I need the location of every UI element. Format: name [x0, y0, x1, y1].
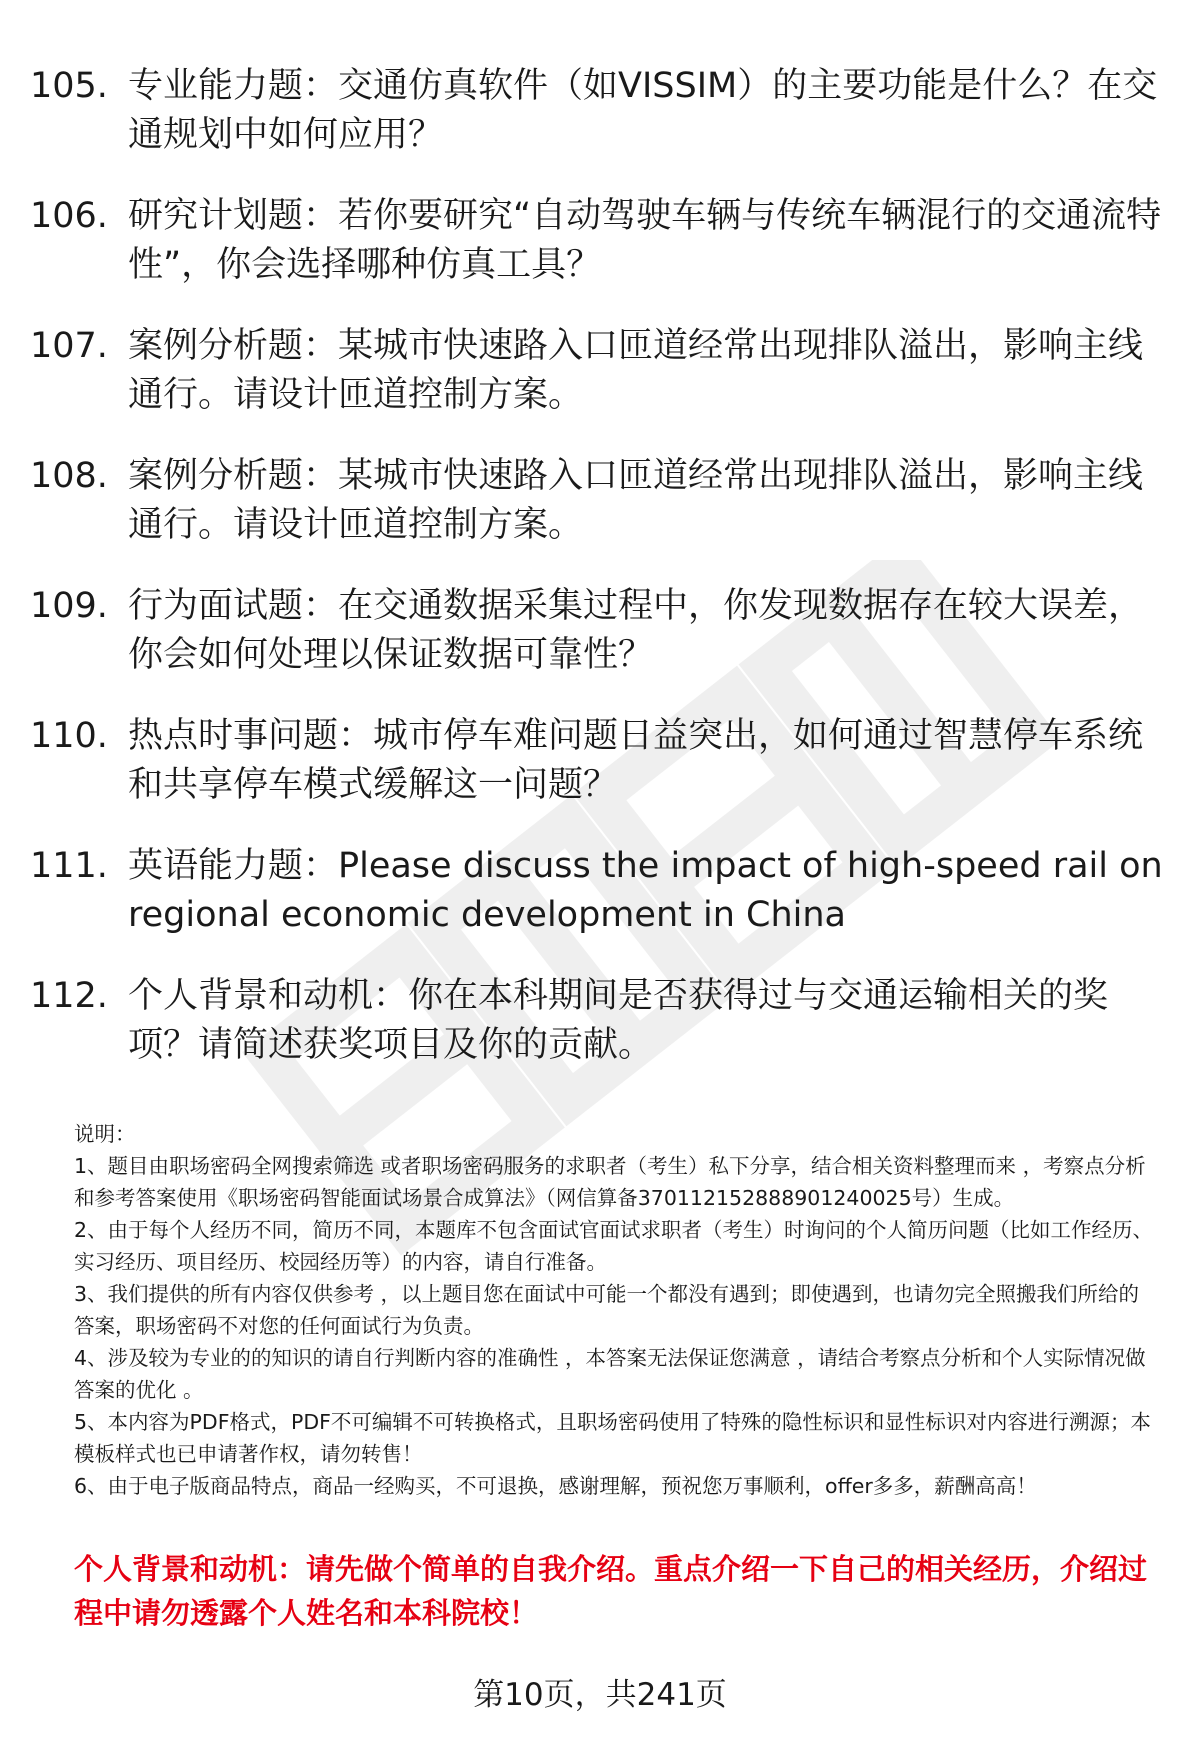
question-item [30, 322, 1170, 420]
question-item [30, 452, 1170, 550]
note-item: 1、题目由职场密码全网搜索筛选 或者职场密码服务的求职者（考生）私下分享，结合相关资料整理而来 ，考察点分析和参考答案使用《职场密码智能面试场景合成算法》（网信算备370112152888901240025号）生成。 [74, 1154, 1146, 1210]
question-number: 107. [30, 326, 108, 366]
question-text: 热点时事问题：城市停车难问题日益突出，如何通过智慧停车系统和共享停车模式缓解这一问题？ [128, 716, 1144, 805]
question-number: 109. [30, 586, 108, 626]
highlight-callout: 个人背景和动机：请先做个简单的自我介绍。重点介绍一下自己的相关经历，介绍过程中请勿透露个人姓名和本科院校！ [74, 1552, 1148, 1630]
question-text: 个人背景和动机：你在本科期间是否获得过与交通运输相关的奖项？请简述获奖项目及你的贡献。 [128, 976, 1109, 1065]
question-text: 研究计划题：若你要研究“自动驾驶车辆与传统车辆混行的交通流特性”，你会选择哪种仿真工具？ [128, 196, 1162, 285]
note-item: 4、涉及较为专业的的知识的请自行判断内容的准确性 ，本答案无法保证您满意 ，请结合考察点分析和个人实际情况做答案的优化 。 [74, 1346, 1146, 1402]
question-number: 106. [30, 196, 108, 236]
question-item [30, 582, 1170, 680]
question-number: 111. [30, 846, 108, 886]
notes-section [74, 1118, 1154, 1502]
question-number: 105. [30, 66, 108, 106]
question-text: 专业能力题：交通仿真软件（如VISSIM）的主要功能是什么？在交通规划中如何应用？ [128, 66, 1158, 155]
question-text: 案例分析题：某城市快速路入口匝道经常出现排队溢出，影响主线通行。请设计匝道控制方案。 [128, 456, 1144, 545]
question-item [30, 62, 1170, 160]
question-item [30, 192, 1170, 290]
note-item: 2、由于每个人经历不同，简历不同，本题库不包含面试官面试求职者（考生）时询问的个人简历问题（比如工作经历、实习经历、项目经历、校园经历等）的内容，请自行准备。 [74, 1218, 1154, 1274]
note-item: 6、由于电子版商品特点，商品一经购买，不可退换，感谢理解，预祝您万事顺利，offer多多，薪酬高高！ [74, 1474, 1037, 1498]
note-item: 5、本内容为PDF格式，PDF不可编辑不可转换格式，且职场密码使用了特殊的隐性标识和显性标识对内容进行溯源；本模板样式也已申请著作权，请勿转售！ [74, 1410, 1151, 1466]
question-number: 112. [30, 976, 108, 1016]
notes-heading: 说明： [74, 1122, 136, 1146]
question-text: 英语能力题：Please discuss the impact of high-speed rail on regional economic development in China [128, 846, 1163, 935]
question-text: 案例分析题：某城市快速路入口匝道经常出现排队溢出，影响主线通行。请设计匝道控制方案。 [128, 326, 1144, 415]
page-footer: 第10页，共241页 [473, 1677, 727, 1713]
question-number: 108. [30, 456, 108, 496]
question-text: 行为面试题：在交通数据采集过程中，你发现数据存在较大误差，你会如何处理以保证数据可靠性？ [128, 586, 1144, 675]
question-item [30, 842, 1170, 940]
question-list [30, 62, 1170, 1102]
question-item [30, 972, 1170, 1070]
note-item: 3、我们提供的所有内容仅供参考 ，以上题目您在面试中可能一个都没有遇到；即使遇到，也请勿完全照搬我们所给的答案，职场密码不对您的任何面试行为负责。 [74, 1282, 1140, 1338]
question-item [30, 712, 1170, 810]
question-number: 110. [30, 716, 108, 756]
